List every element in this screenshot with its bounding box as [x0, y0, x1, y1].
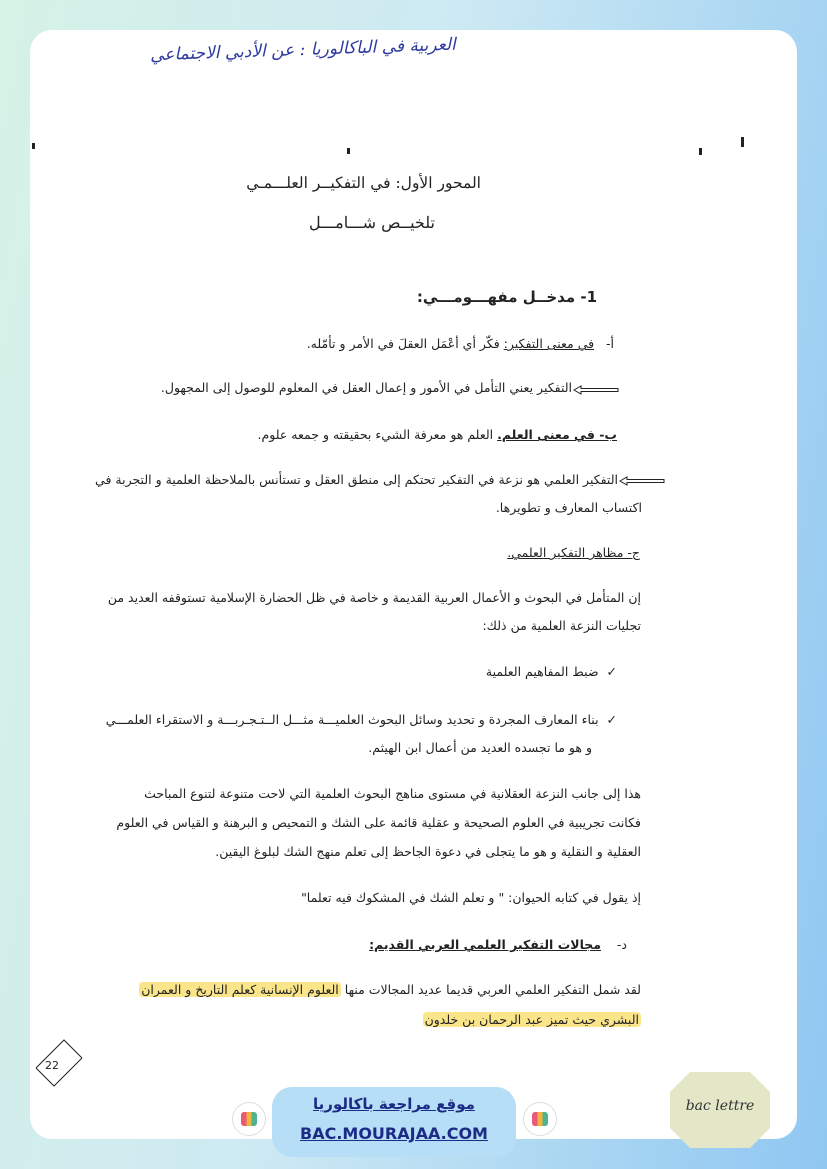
bullet-text-cont: و هو ما تجسده العديد من أعمال ابن الهيثم.	[368, 740, 592, 755]
paragraph-line	[139, 982, 641, 997]
site-url-link[interactable]: BAC.MOURAJAA.COM	[300, 1124, 488, 1143]
definition-science	[258, 427, 617, 442]
logo-text: bac lettre	[685, 1098, 755, 1114]
scientific-thinking-definition-cont: اكتساب المعارف و تطويرها.	[495, 500, 642, 515]
item-heading: مجالات التفكير العلمي العربي القديم:	[369, 937, 602, 952]
site-logo-icon	[232, 1102, 266, 1136]
bullet-text: بناء المعارف المجردة و تحديد وسائل البحوث العلميـــة مثـــل الــتـجـربـــة و الاستقراء العلمـــي	[105, 712, 599, 727]
paragraph-line: إن المتأمل في البحوث و الأعمال العربية القديمة و خاصة في ظل الحضارة الإسلامية تستوقفه العديد من	[107, 590, 641, 605]
check-icon: ✓	[606, 712, 617, 727]
axis-title: المحور الأول: في التفكيــر العلـــمـي	[246, 174, 481, 192]
section-d-heading	[369, 937, 627, 952]
item-label: أ-	[606, 336, 614, 351]
thinking-definition-text: التفكير يعني التأمل في الأمور و إعمال العقل في المعلوم للوصول إلى المجهول.	[160, 380, 572, 395]
arrow-left-icon	[573, 385, 619, 395]
section-c-heading	[507, 545, 640, 560]
highlighted-text: العلوم الإنسانية كعلم التاريخ و العمران	[141, 982, 339, 997]
item-label: د-	[616, 937, 627, 952]
highlighted-text: البشري حيث تميز عبد الرحمان بن خلدون	[424, 1012, 639, 1027]
plain-text: لقد شمل التفكير العلمي العربي قديما عديد المجالات منها	[344, 982, 641, 997]
check-icon: ✓	[606, 664, 617, 679]
item-heading: ب- في معنى العلم.	[497, 427, 617, 442]
quote-line: إذ يقول في كتابه الحيوان: " و تعلم الشك في المشكوك فيه تعلما"	[301, 890, 641, 905]
item-heading: في معنى التفكير:	[503, 336, 595, 351]
site-banner-title[interactable]: موقع مراجعة باكالوريا	[313, 1095, 475, 1113]
page-number-frame	[34, 1038, 84, 1088]
bullet-text: ضبط المفاهيم العلمية	[485, 664, 599, 679]
bullet-item	[106, 712, 617, 727]
definition-thinking	[307, 336, 614, 351]
bullet-item	[486, 664, 617, 679]
scientific-thinking-definition: التفكير العلمي هو نزعة في التفكير تحتكم إلى منطق العقل و تستأنس بالملاحظة العلمية و التجربة في	[95, 472, 618, 487]
page-number: 22	[45, 1059, 59, 1072]
handwritten-header: العربية في الباكالوريا : عن الأدبي الاجتماعي	[149, 34, 457, 66]
scan-mark	[741, 137, 744, 147]
paragraph-line: فكانت تجريبية في العلوم الصحيحة و عقلية قائمة على الشك و التمحيص و البرهنة و القياس في العلوم	[116, 815, 641, 830]
site-logo-icon	[523, 1102, 557, 1136]
item-heading: ج- مظاهر التفكير العلمي.	[507, 545, 640, 560]
item-text: فكّر أي أعْمَل العقلَ في الأمر و تأمّله.	[306, 336, 500, 351]
document-page	[30, 30, 797, 1139]
scan-mark	[699, 148, 702, 155]
scan-mark	[347, 148, 350, 154]
paragraph-line: تجليات النزعة العلمية من ذلك:	[482, 618, 641, 633]
scan-mark	[32, 143, 35, 149]
paragraph-line: العقلية و النقلية و هو ما يتجلى في دعوة الجاحظ إلى تعلم منهج الشك لبلوغ اليقين.	[215, 844, 641, 859]
paragraph-line	[423, 1012, 641, 1027]
section-heading: 1- مدخــل مفهـــومـــي:	[416, 288, 597, 306]
subtitle: تلخيــص شـــامـــل	[308, 213, 435, 232]
item-text: العلم هو معرفة الشيء بحقيقته و جمعه علوم.	[257, 427, 494, 442]
arrow-left-icon	[619, 476, 665, 486]
paragraph-line: هذا إلى جانب النزعة العقلانية في مستوى مناهج البحوث العلمية التي لاحت متنوعة لتنوع المباحث	[144, 786, 641, 801]
